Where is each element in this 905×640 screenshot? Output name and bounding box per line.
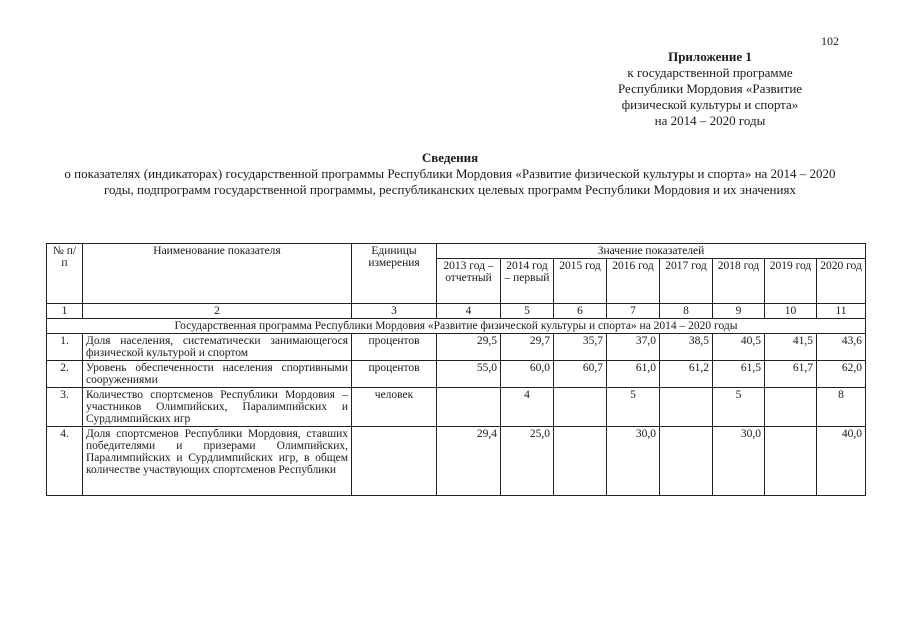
header-year: 2019 год bbox=[765, 259, 817, 304]
header-year: 2013 год – отчетный bbox=[437, 259, 501, 304]
column-number: 9 bbox=[713, 304, 765, 319]
row-value: 61,0 bbox=[607, 361, 660, 388]
table-row bbox=[47, 388, 866, 427]
indicators-table bbox=[46, 243, 866, 496]
row-value: 35,7 bbox=[554, 334, 607, 361]
table-row bbox=[47, 334, 866, 361]
column-number: 4 bbox=[437, 304, 501, 319]
row-value bbox=[554, 427, 607, 496]
row-unit: процентов bbox=[352, 361, 437, 388]
row-value bbox=[660, 427, 713, 496]
row-num: 3. bbox=[47, 388, 83, 427]
appendix-line: к государственной программе bbox=[627, 65, 793, 80]
row-num: 4. bbox=[47, 427, 83, 496]
row-value bbox=[437, 388, 501, 427]
row-name: Доля спортсменов Республики Мордовия, ставших победителями и призерами Олимпийских, Паралимпийских и Сурдлимпийских игр, в общем количестве участвующих спортсменов Республики bbox=[86, 428, 348, 476]
row-name-cell bbox=[83, 427, 352, 496]
column-number: 3 bbox=[352, 304, 437, 319]
header-row bbox=[47, 244, 866, 259]
row-value bbox=[554, 388, 607, 427]
row-value: 60,7 bbox=[554, 361, 607, 388]
row-value: 62,0 bbox=[817, 361, 866, 388]
row-unit bbox=[352, 427, 437, 496]
row-name: Доля населения, систематически занимающегося физической культурой и спортом bbox=[83, 334, 352, 361]
row-unit: процентов bbox=[352, 334, 437, 361]
row-value: 29,7 bbox=[501, 334, 554, 361]
column-number: 5 bbox=[501, 304, 554, 319]
row-value: 5 bbox=[713, 388, 765, 427]
row-value: 29,4 bbox=[437, 427, 501, 496]
header-values-group: Значение показателей bbox=[437, 244, 866, 259]
table-row bbox=[47, 361, 866, 388]
row-value: 43,6 bbox=[817, 334, 866, 361]
header-name: Наименование показателя bbox=[83, 244, 352, 304]
column-number: 1 bbox=[47, 304, 83, 319]
row-value: 30,0 bbox=[607, 427, 660, 496]
program-title: Государственная программа Республики Мордовия «Развитие физической культуры и спорта» на 2014 – 2020 годы bbox=[47, 319, 866, 334]
row-value: 25,0 bbox=[501, 427, 554, 496]
row-value: 61,5 bbox=[713, 361, 765, 388]
appendix-line: на 2014 – 2020 годы bbox=[654, 113, 766, 128]
row-value bbox=[660, 388, 713, 427]
page-number: 102 bbox=[821, 34, 839, 48]
row-num: 1. bbox=[47, 334, 83, 361]
header-year: 2017 год bbox=[660, 259, 713, 304]
header-num: № п/п bbox=[47, 244, 83, 304]
row-value bbox=[765, 427, 817, 496]
row-value: 40,5 bbox=[713, 334, 765, 361]
program-title-row bbox=[47, 319, 866, 334]
row-name: Уровень обеспеченности населения спортивными сооружениями bbox=[83, 361, 352, 388]
column-number: 6 bbox=[554, 304, 607, 319]
column-number: 8 bbox=[660, 304, 713, 319]
row-value: 30,0 bbox=[713, 427, 765, 496]
header-year: 2015 год bbox=[554, 259, 607, 304]
row-name: Количество спортсменов Республики Мордовия – участников Олимпийских, Паралимпийских и Сурдлимпийских игр bbox=[83, 388, 352, 427]
row-value: 5 bbox=[607, 388, 660, 427]
appendix-line: Республики Мордовия «Развитие bbox=[617, 81, 803, 96]
row-unit: человек bbox=[352, 388, 437, 427]
header-year: 2016 год bbox=[607, 259, 660, 304]
appendix-title: Приложение 1 bbox=[668, 49, 752, 64]
row-value: 61,7 bbox=[765, 361, 817, 388]
row-value: 40,0 bbox=[817, 427, 866, 496]
row-value: 41,5 bbox=[765, 334, 817, 361]
column-number: 7 bbox=[607, 304, 660, 319]
appendix-line: физической культуры и спорта» bbox=[621, 97, 799, 112]
heading-title: Сведения bbox=[421, 150, 479, 165]
header-unit: Единицы измерения bbox=[352, 244, 437, 304]
column-numbers-row bbox=[47, 304, 866, 319]
row-value bbox=[765, 388, 817, 427]
heading-description: о показателях (индикаторах) государственной программы Республики Мордовия «Развитие физической культуры и спорта» на 2014 – 2020 годы, подпрограмм государственной программы, республиканских целевых программ Республики Мордовия и их значениях bbox=[64, 166, 836, 197]
header-year: 2014 год – первый bbox=[501, 259, 554, 304]
row-value: 55,0 bbox=[437, 361, 501, 388]
row-num: 2. bbox=[47, 361, 83, 388]
header-year: 2018 год bbox=[713, 259, 765, 304]
row-value: 4 bbox=[501, 388, 554, 427]
row-value: 38,5 bbox=[660, 334, 713, 361]
header-year: 2020 год bbox=[817, 259, 866, 304]
appendix-block bbox=[600, 49, 820, 129]
column-number: 10 bbox=[765, 304, 817, 319]
document-heading bbox=[40, 150, 860, 198]
row-value: 60,0 bbox=[501, 361, 554, 388]
table-row bbox=[47, 427, 866, 496]
row-value: 29,5 bbox=[437, 334, 501, 361]
column-number: 2 bbox=[83, 304, 352, 319]
row-value: 37,0 bbox=[607, 334, 660, 361]
row-value: 8 bbox=[817, 388, 866, 427]
row-value: 61,2 bbox=[660, 361, 713, 388]
column-number: 11 bbox=[817, 304, 866, 319]
